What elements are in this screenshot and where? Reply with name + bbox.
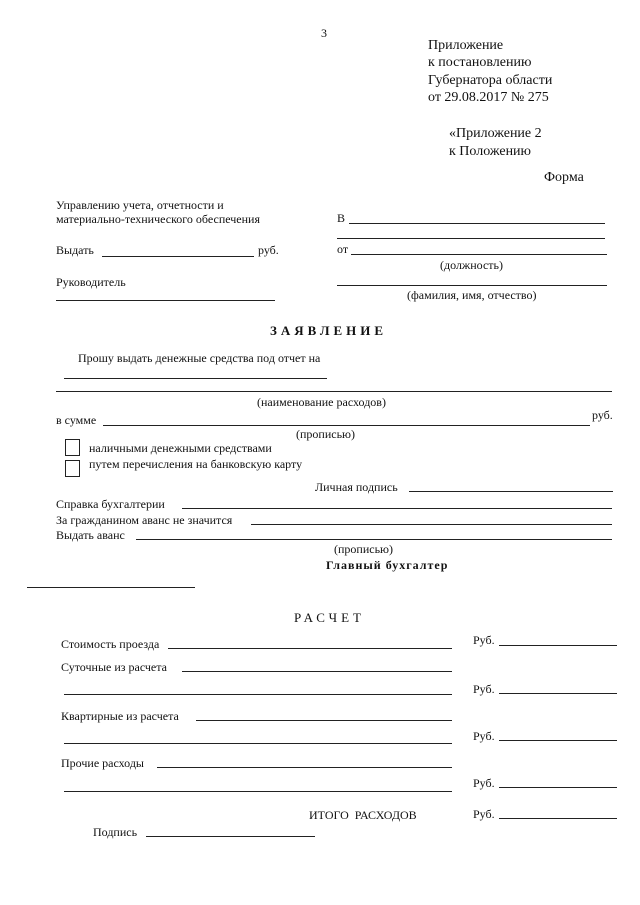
statement-title: ЗАЯВЛЕНИЕ bbox=[270, 323, 388, 338]
no-advance-label: За гражданином аванс не значится bbox=[56, 513, 233, 527]
travel-cost-field[interactable] bbox=[168, 648, 452, 649]
personal-signature-field[interactable] bbox=[409, 491, 613, 492]
header-line-3: Губернатора области bbox=[428, 73, 553, 88]
header-line-2: к постановлению bbox=[428, 55, 532, 70]
signature-field[interactable] bbox=[146, 836, 315, 837]
head-label: Руководитель bbox=[56, 275, 126, 289]
sum-label: в сумме bbox=[56, 413, 97, 427]
appendix-line-2: к Положению bbox=[449, 144, 532, 159]
to-field[interactable] bbox=[349, 223, 605, 224]
expense-caption: (наименование расходов) bbox=[257, 395, 386, 409]
department-line-2: материально-технического обеспечения bbox=[56, 212, 260, 226]
total-rub-label: Руб. bbox=[473, 807, 495, 821]
per-diem-label: Суточные из расчета bbox=[61, 660, 167, 674]
per-diem-amount-field[interactable] bbox=[499, 693, 617, 694]
cash-checkbox[interactable] bbox=[65, 439, 80, 456]
other-amount-field[interactable] bbox=[499, 787, 617, 788]
page-number: 3 bbox=[321, 26, 327, 40]
other-expenses-field-line-2[interactable] bbox=[64, 791, 452, 792]
chief-accountant-signature-field[interactable] bbox=[27, 587, 195, 588]
travel-cost-label: Стоимость проезда bbox=[61, 637, 160, 651]
issue-amount-field[interactable] bbox=[102, 256, 254, 257]
housing-field[interactable] bbox=[196, 720, 452, 721]
head-signature-field[interactable] bbox=[56, 300, 275, 301]
header-line-4: от 29.08.2017 № 275 bbox=[428, 90, 549, 105]
full-name-field[interactable] bbox=[337, 285, 607, 286]
request-text: Прошу выдать денежные средства под отчет на bbox=[78, 351, 321, 365]
issue-rub-label: руб. bbox=[258, 243, 279, 257]
position-field[interactable] bbox=[351, 254, 607, 255]
position-caption: (должность) bbox=[440, 258, 503, 272]
to-label: В bbox=[337, 211, 346, 225]
total-expenses-label: ИТОГО РАСХОДОВ bbox=[309, 808, 417, 822]
issue-advance-label: Выдать аванс bbox=[56, 528, 125, 542]
appendix-line-1: «Приложение 2 bbox=[449, 126, 542, 141]
personal-signature-label: Личная подпись bbox=[315, 480, 398, 494]
travel-rub-label: Руб. bbox=[473, 633, 495, 647]
cash-option-label: наличными денежными средствами bbox=[89, 441, 272, 455]
issue-advance-field[interactable] bbox=[136, 539, 612, 540]
travel-amount-field[interactable] bbox=[499, 645, 617, 646]
in-words-caption-2: (прописью) bbox=[334, 542, 394, 556]
sum-field[interactable] bbox=[103, 425, 590, 426]
card-option-label: путем перечисления на банковскую карту bbox=[89, 457, 303, 471]
signature-label: Подпись bbox=[93, 825, 138, 839]
per-diem-field-line-2[interactable] bbox=[64, 694, 452, 695]
per-diem-rub-label: Руб. bbox=[473, 682, 495, 696]
from-label: от bbox=[337, 242, 349, 256]
department-line-1: Управлению учета, отчетности и bbox=[56, 198, 224, 212]
issue-label: Выдать bbox=[56, 243, 94, 257]
other-expenses-label: Прочие расходы bbox=[61, 756, 144, 770]
housing-field-line-2[interactable] bbox=[64, 743, 452, 744]
full-name-caption: (фамилия, имя, отчество) bbox=[407, 288, 537, 302]
expense-field-line-2[interactable] bbox=[56, 391, 612, 392]
housing-rub-label: Руб. bbox=[473, 729, 495, 743]
form-label: Форма bbox=[544, 170, 584, 185]
accounting-reference-field[interactable] bbox=[182, 508, 612, 509]
other-expenses-field[interactable] bbox=[157, 767, 452, 768]
card-checkbox[interactable] bbox=[65, 460, 80, 477]
header-line-1: Приложение bbox=[428, 38, 504, 53]
accounting-reference-label: Справка бухгалтерии bbox=[56, 497, 165, 511]
in-words-caption: (прописью) bbox=[296, 427, 356, 441]
other-rub-label: Руб. bbox=[473, 776, 495, 790]
housing-label: Квартирные из расчета bbox=[61, 709, 179, 723]
housing-amount-field[interactable] bbox=[499, 740, 617, 741]
to-field-line-2[interactable] bbox=[337, 238, 605, 239]
per-diem-field[interactable] bbox=[182, 671, 452, 672]
chief-accountant-label: Главный бухгалтер bbox=[326, 558, 449, 572]
no-advance-field[interactable] bbox=[251, 524, 612, 525]
sum-rub-label: руб. bbox=[592, 408, 613, 422]
total-amount-field[interactable] bbox=[499, 818, 617, 819]
expense-field-line-1[interactable] bbox=[64, 378, 327, 379]
calculation-title: РАСЧЕТ bbox=[294, 610, 365, 625]
